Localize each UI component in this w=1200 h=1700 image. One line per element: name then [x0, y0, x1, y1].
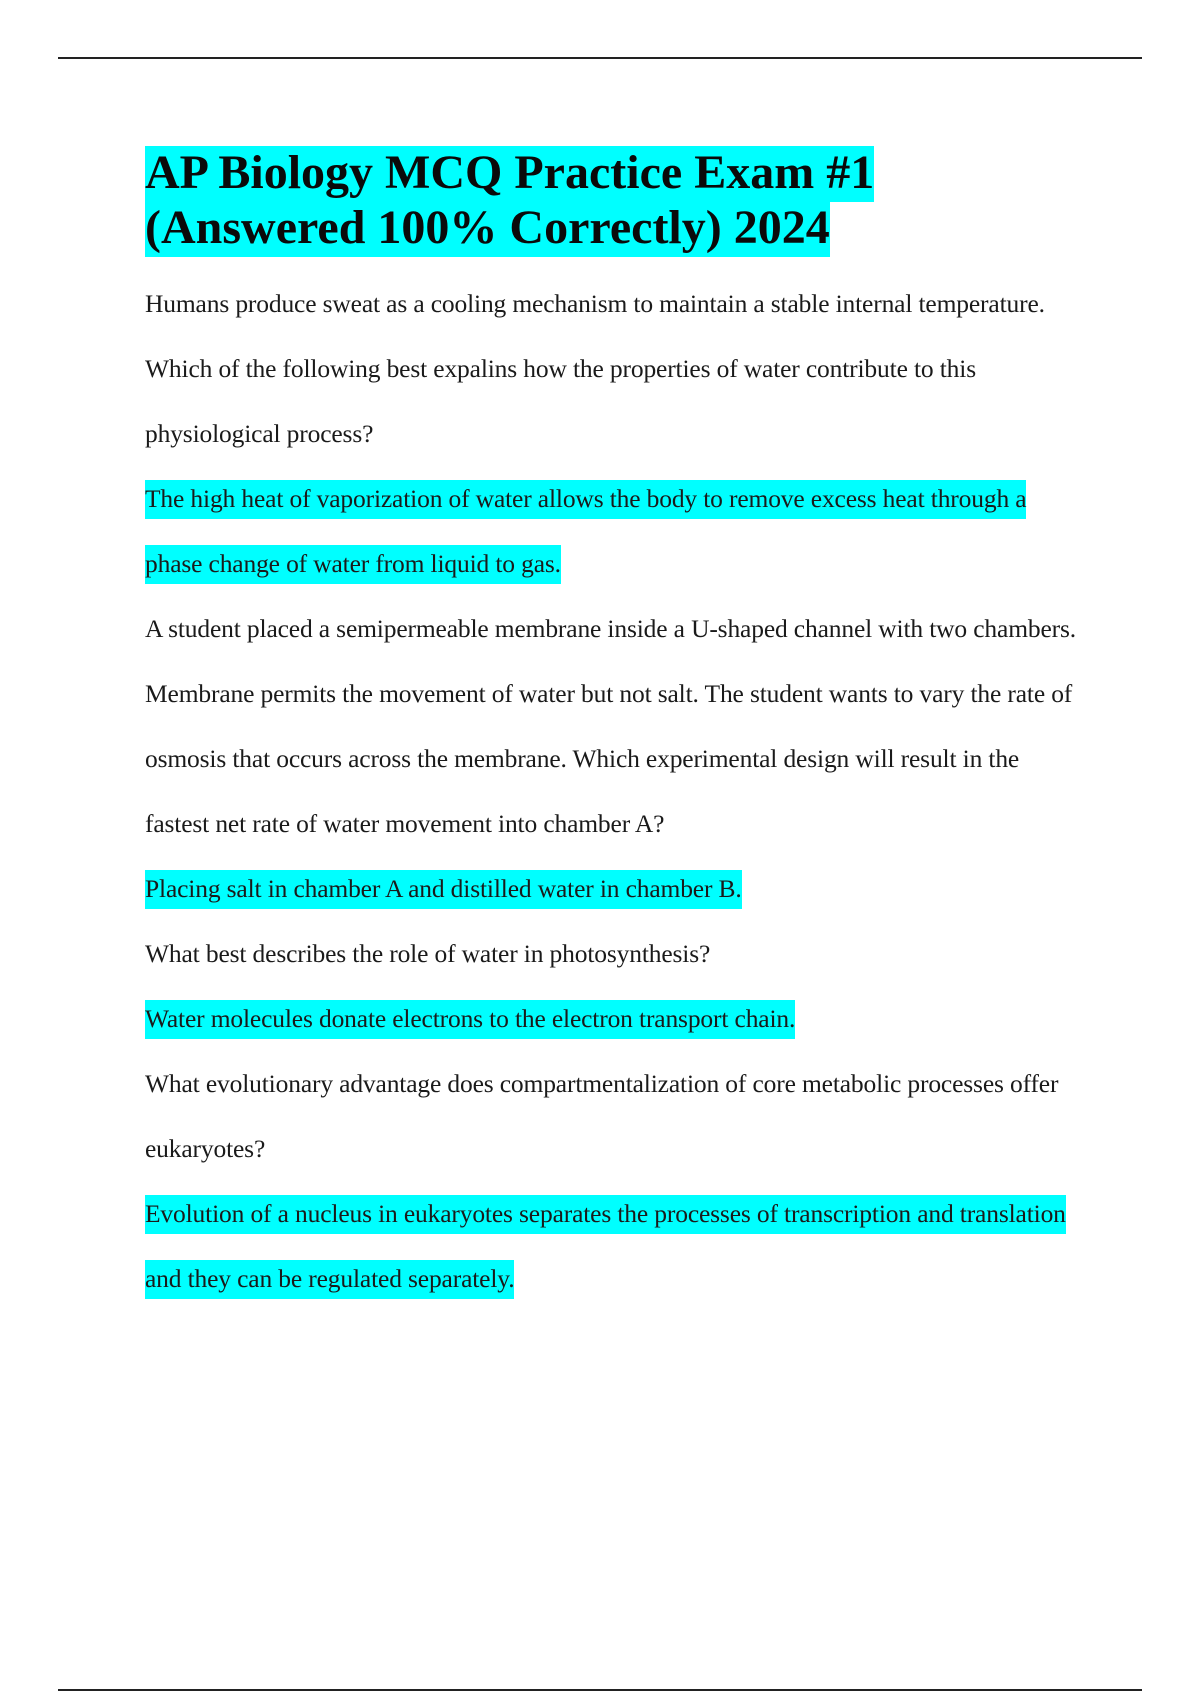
- document-title: [145, 145, 1085, 255]
- answer-4-highlight: Evolution of a nucleus in eukaryotes separates the processes of transcription and translation and they can be regulated separately.: [145, 1195, 1066, 1299]
- title-line-1: AP Biology MCQ Practice Exam #1: [145, 146, 874, 202]
- question-3: What best describes the role of water in photosynthesis?: [145, 939, 711, 968]
- answer-3-highlight: Water molecules donate electrons to the electron transport chain.: [145, 1000, 795, 1039]
- answer-2-highlight: Placing salt in chamber A and distilled water in chamber B.: [145, 870, 742, 909]
- question-2: A student placed a semipermeable membrane inside a U-shaped channel with two chambers. Membrane permits the movement of water but not salt. The student wants to vary the rate of osmosis that occurs across the membrane. Which experimental design will result in the fastest net rate of water movement into chamber A?: [145, 614, 1076, 838]
- answer-2: [145, 856, 1085, 921]
- answer-1: [145, 466, 1085, 596]
- answer-4: [145, 1181, 1085, 1311]
- answer-3: [145, 986, 1085, 1051]
- footer-rule: [58, 1689, 1142, 1691]
- answer-1-highlight: The high heat of vaporization of water allows the body to remove excess heat through a phase change of water from liquid to gas.: [145, 480, 1026, 584]
- question-1: Humans produce sweat as a cooling mechanism to maintain a stable internal temperature. Which of the following best expalins how the properties of water contribute to this physiological process?: [145, 289, 1045, 448]
- header-rule: [58, 57, 1142, 59]
- question-4: What evolutionary advantage does compartmentalization of core metabolic processes offer eukaryotes?: [145, 1069, 1059, 1163]
- title-line-2: (Answered 100% Correctly) 2024: [145, 201, 830, 257]
- document-body: [145, 145, 1085, 1311]
